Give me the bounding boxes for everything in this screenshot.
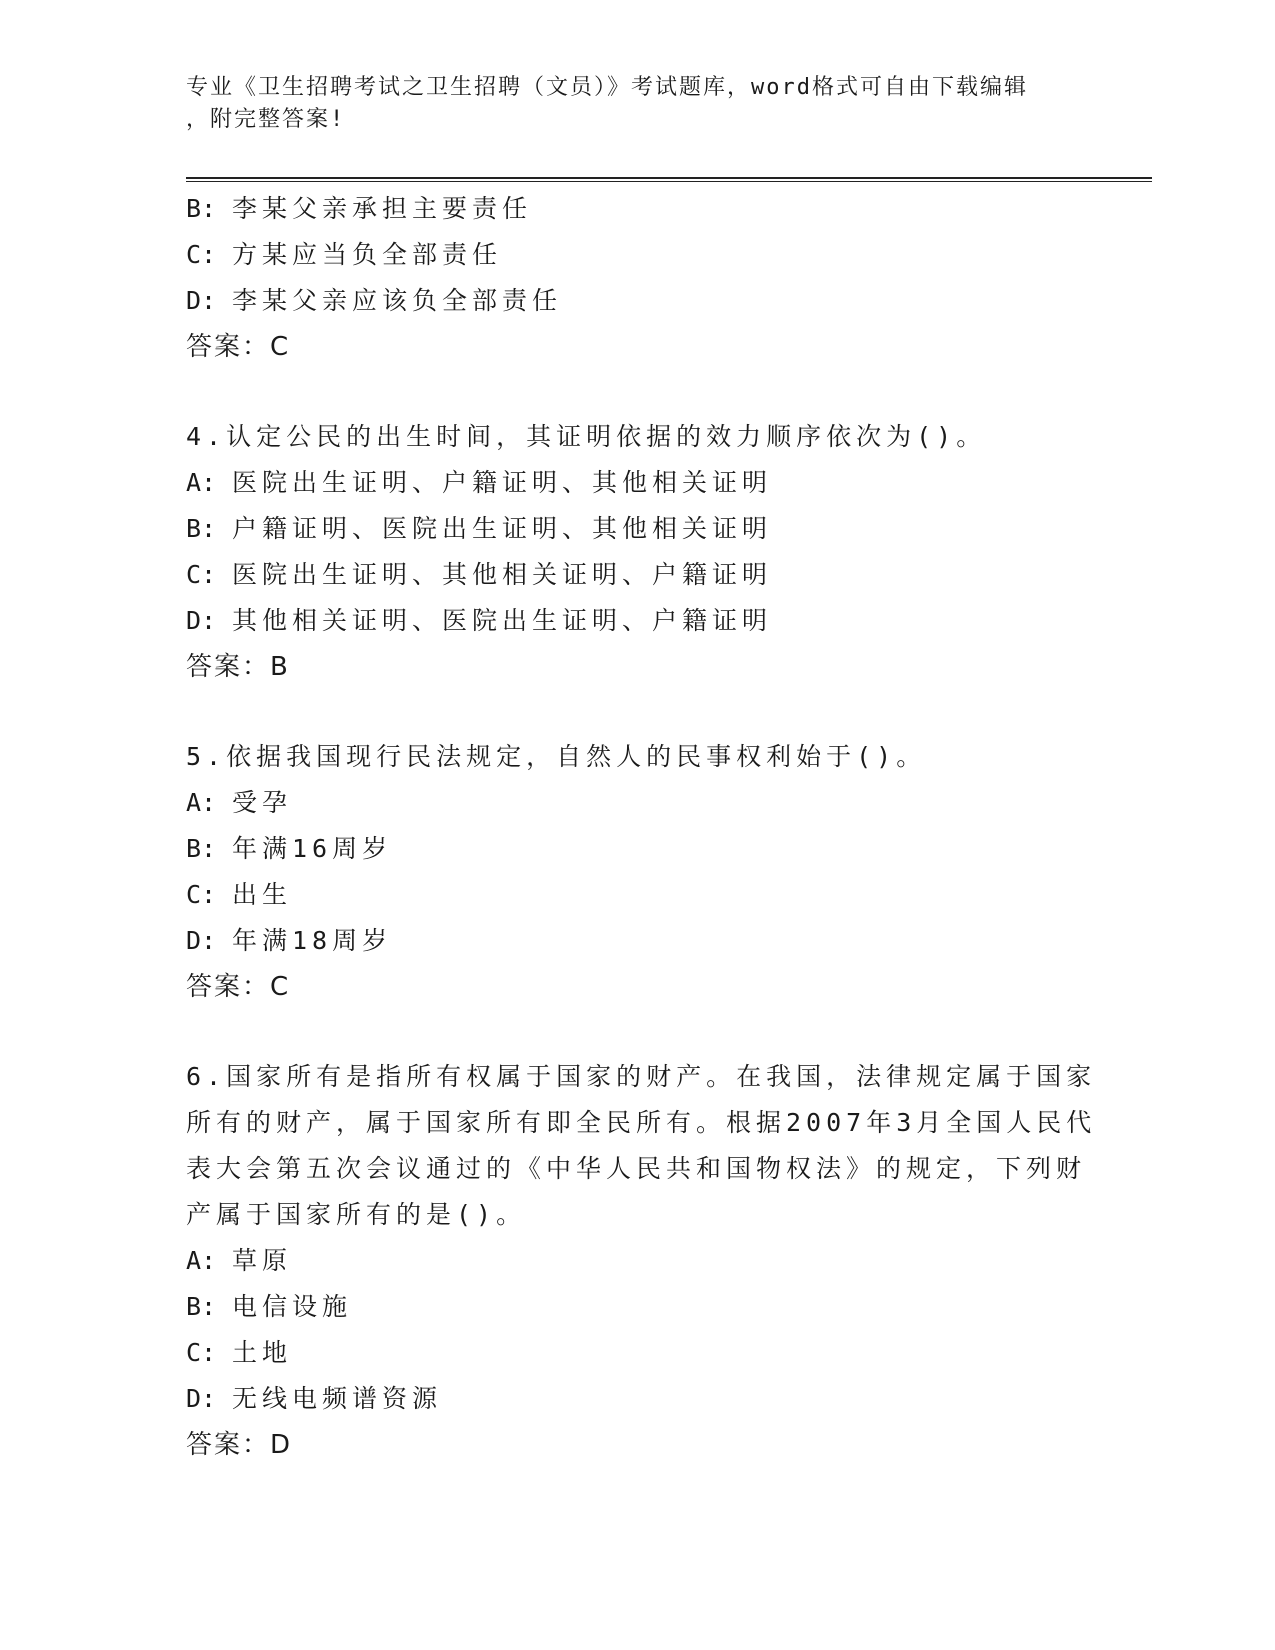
answer-line: 答案：C	[186, 972, 291, 1002]
option-letter: C:	[186, 880, 217, 909]
option-a	[186, 1238, 1086, 1284]
question-4	[186, 414, 1086, 690]
question-5	[186, 734, 1086, 1010]
option-b	[186, 1284, 1086, 1330]
option-d	[186, 1376, 1086, 1422]
header-line-2: ，附完整答案!	[186, 107, 346, 132]
option-text: 电信设施	[232, 1292, 353, 1321]
option-letter: B:	[186, 194, 217, 223]
option-d	[186, 598, 1086, 644]
option-text: 李某父亲应该负全部责任	[232, 286, 563, 315]
option-text: 草原	[232, 1246, 293, 1275]
option-text: 年满16周岁	[232, 834, 393, 863]
question-stem-line-4: 产属于国家所有的是()。	[186, 1200, 527, 1229]
option-letter: A:	[186, 468, 217, 497]
question-stem-line-2: 所有的财产，属于国家所有即全民所有。根据2007年3月全国人民代	[186, 1108, 1097, 1137]
option-text: 受孕	[232, 788, 293, 817]
option-letter: B:	[186, 514, 217, 543]
option-d	[186, 278, 1086, 324]
option-text: 年满18周岁	[232, 926, 393, 955]
answer-line: 答案：B	[186, 652, 290, 682]
option-letter: D:	[186, 1384, 217, 1413]
option-letter: A:	[186, 1246, 217, 1275]
option-a	[186, 460, 1086, 506]
answer-line: 答案：C	[186, 332, 291, 362]
option-letter: A:	[186, 788, 217, 817]
option-b	[186, 506, 1086, 552]
question-stem: 5.依据我国现行民法规定，自然人的民事权利始于()。	[186, 742, 927, 771]
option-c	[186, 232, 1086, 278]
option-letter: C:	[186, 1338, 217, 1367]
option-text: 土地	[232, 1338, 293, 1367]
option-c	[186, 552, 1086, 598]
option-c	[186, 872, 1086, 918]
option-a	[186, 780, 1086, 826]
answer-line: 答案：D	[186, 1430, 293, 1460]
option-letter: B:	[186, 1292, 217, 1321]
question-list	[186, 186, 1097, 1512]
option-letter: D:	[186, 286, 217, 315]
option-text: 方某应当负全部责任	[232, 240, 503, 269]
document-header	[186, 72, 1066, 136]
option-letter: D:	[186, 606, 217, 635]
header-line-1: 专业《卫生招聘考试之卫生招聘（文员）》考试题库，word格式可自由下载编辑	[186, 75, 1028, 100]
question-stem-line-1: 6.国家所有是指所有权属于国家的财产。在我国，法律规定属于国家	[186, 1062, 1097, 1091]
option-text: 户籍证明、医院出生证明、其他相关证明	[232, 514, 773, 543]
option-letter: B:	[186, 834, 217, 863]
option-letter: C:	[186, 560, 217, 589]
question-3-tail	[186, 186, 1086, 370]
question-stem-line-3: 表大会第五次会议通过的《中华人民共和国物权法》的规定，下列财	[186, 1154, 1087, 1183]
option-b	[186, 826, 1086, 872]
option-text: 无线电频谱资源	[232, 1384, 443, 1413]
option-text: 其他相关证明、医院出生证明、户籍证明	[232, 606, 773, 635]
option-letter: C:	[186, 240, 217, 269]
option-b	[186, 186, 1086, 232]
option-c	[186, 1330, 1086, 1376]
option-text: 出生	[232, 880, 293, 909]
option-text: 李某父亲承担主要责任	[232, 194, 533, 223]
question-stem: 4.认定公民的出生时间，其证明依据的效力顺序依次为()。	[186, 422, 987, 451]
option-letter: D:	[186, 926, 217, 955]
question-6	[186, 1054, 1097, 1468]
option-text: 医院出生证明、其他相关证明、户籍证明	[232, 560, 773, 589]
option-d	[186, 918, 1086, 964]
option-text: 医院出生证明、户籍证明、其他相关证明	[232, 468, 773, 497]
header-divider	[186, 177, 1152, 182]
